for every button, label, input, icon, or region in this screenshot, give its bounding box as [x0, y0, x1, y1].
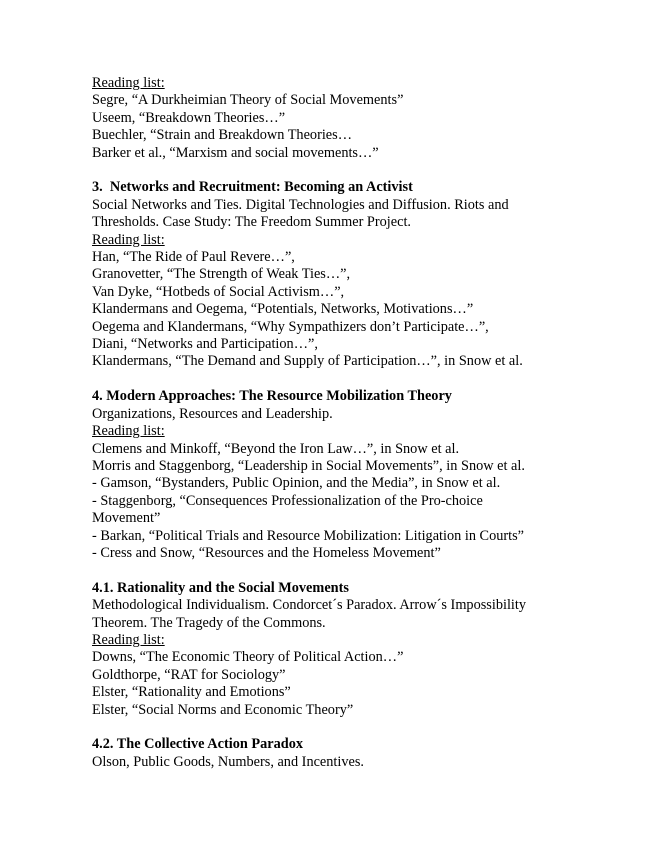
section-description: Social Networks and Ties. Digital Technologies and Diffusion. Riots and	[92, 196, 509, 213]
section-rationality	[92, 580, 637, 719]
section-heading: 4.2. The Collective Action Paradox	[92, 736, 303, 753]
reading-item: Barker et al., “Marxism and social movements…”	[92, 144, 379, 161]
reading-item: Klandermans and Oegema, “Potentials, Networks, Motivations…”	[92, 301, 474, 318]
section-resource-mobilization	[92, 388, 637, 562]
section-description: Thresholds. Case Study: The Freedom Summer Project.	[92, 214, 411, 231]
reading-item: Movement”	[92, 510, 161, 527]
section-heading: 4.1. Rationality and the Social Movements	[92, 579, 349, 596]
reading-item: - Barkan, “Political Trials and Resource Mobilization: Litigation in Courts”	[92, 527, 525, 544]
section-description: Olson, Public Goods, Numbers, and Incentives.	[92, 753, 365, 770]
section-description: Organizations, Resources and Leadership.	[92, 405, 333, 422]
section-description: Methodological Individualism. Condorcet´s Paradox. Arrow´s Impossibility	[92, 597, 527, 614]
section-heading: 3. Networks and Recruitment: Becoming an Activist	[92, 179, 413, 196]
reading-item: Elster, “Social Norms and Economic Theory”	[92, 701, 354, 718]
reading-item: Buechler, “Strain and Breakdown Theories…	[92, 127, 353, 144]
reading-item: Han, “The Ride of Paul Revere…”,	[92, 249, 295, 266]
reading-list-label: Reading list:	[92, 75, 165, 91]
reading-item: Diani, “Networks and Participation…”,	[92, 336, 318, 353]
reading-list-label: Reading list:	[92, 423, 165, 440]
reading-item: Granovetter, “The Strength of Weak Ties…”,	[92, 266, 351, 283]
reading-item: Clemens and Minkoff, “Beyond the Iron Law…”, in Snow et al.	[92, 440, 460, 457]
reading-item: Segre, “A Durkheimian Theory of Social Movements”	[92, 92, 404, 109]
section-heading: 4. Modern Approaches: The Resource Mobilization Theory	[92, 388, 452, 405]
reading-item: Goldthorpe, “RAT for Sociology”	[92, 666, 286, 683]
reading-item: Klandermans, “The Demand and Supply of Participation…”, in Snow et al.	[92, 353, 523, 370]
section-networks-recruitment	[92, 179, 637, 370]
reading-item: Downs, “The Economic Theory of Political Action…”	[92, 649, 404, 666]
reading-list-label: Reading list:	[92, 631, 165, 648]
document-page	[92, 75, 637, 789]
reading-item: Elster, “Rationality and Emotions”	[92, 684, 291, 701]
reading-item: Van Dyke, “Hotbeds of Social Activism…”,	[92, 283, 345, 300]
section-collective-action	[92, 736, 637, 771]
reading-item: - Staggenborg, “Consequences Professionalization of the Pro-choice	[92, 492, 483, 509]
reading-item: - Cress and Snow, “Resources and the Homeless Movement”	[92, 544, 441, 561]
reading-item: Morris and Staggenborg, “Leadership in Social Movements”, in Snow et al.	[92, 457, 525, 474]
intro-reading-section	[92, 75, 637, 162]
section-description: Theorem. The Tragedy of the Commons.	[92, 614, 326, 631]
reading-item: Useem, “Breakdown Theories…”	[92, 109, 286, 126]
reading-item: Oegema and Klandermans, “Why Sympathizers don’t Participate…”,	[92, 318, 489, 335]
reading-item: - Gamson, “Bystanders, Public Opinion, and the Media”, in Snow et al.	[92, 475, 501, 492]
reading-list-label: Reading list:	[92, 231, 165, 248]
